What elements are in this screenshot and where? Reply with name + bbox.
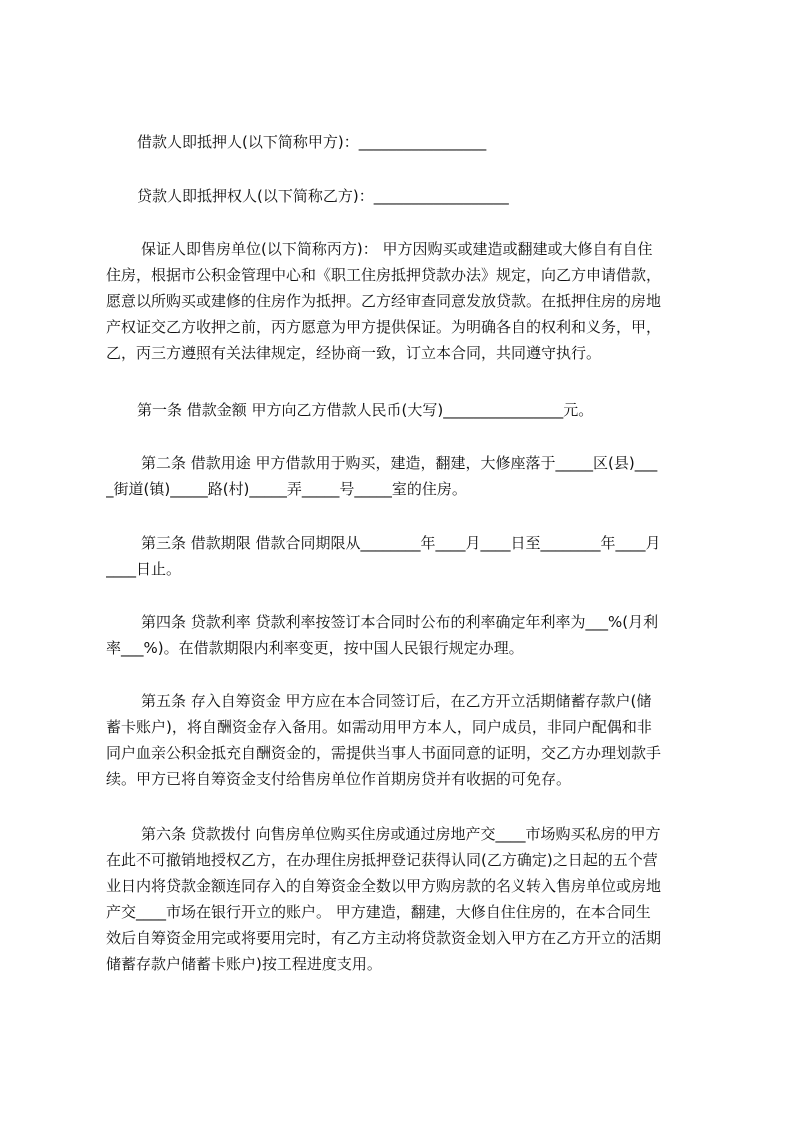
article-4-line — [106, 636, 702, 660]
guarantor-line — [141, 237, 701, 261]
article-5-line — [141, 689, 701, 713]
article-6-text-3: 业日内将贷款金额连同存入的自筹资金全数以甲方购房款的名义转入售房单位或房地 — [106, 877, 662, 895]
article-2-line — [141, 451, 701, 475]
article-6-text-6: 储蓄存款户储蓄卡账户)按工程进度支用。 — [106, 955, 382, 973]
article-1-text: 第一条 借款金额 甲方向乙方借款人民币(大写)________________元。 — [137, 401, 594, 419]
article-6-text-1: 第六条 贷款拨付 向售房单位购买住房或通过房地产交____市场购买私房的甲方 — [141, 825, 661, 843]
article-6-text-2: 在此不可撤销地授权乙方，在办理住房抵押登记获得认同(乙方确定)之日起的五个营 — [106, 851, 658, 869]
guarantor-text-2: 住房，根据市公积金管理中心和《职工住房抵押贷款办法》规定，向乙方申请借款， — [106, 266, 662, 284]
guarantor-line — [106, 315, 702, 339]
article-5-line — [106, 741, 702, 765]
article-6-line — [106, 952, 702, 976]
article-3-text-1: 第三条 借款期限 借款合同期限从________年____月____日至________年____月 — [141, 534, 661, 552]
guarantor-line — [106, 289, 702, 313]
article-2-text-1: 第二条 借款用途 甲方借款用于购买，建造，翻建，大修座落于_____区(县)___ — [141, 454, 658, 472]
article-5-text-1: 第五条 存入自筹资金 甲方应在本合同签订后，在乙方开立活期储蓄存款户(储 — [141, 692, 652, 710]
article-3-line — [106, 557, 702, 581]
article-4-line — [141, 610, 701, 634]
article-6-line — [106, 848, 702, 872]
article-6-text-5: 效后自筹资金用完或将要用完时，有乙方主动将贷款资金划入甲方在乙方开立的活期 — [106, 929, 662, 947]
article-3-line — [141, 531, 701, 555]
guarantor-text-5: 乙，丙三方遵照有关法律规定，经协商一致，订立本合同，共同遵守执行。 — [106, 344, 602, 362]
borrower-line — [137, 130, 697, 154]
guarantor-text-4: 产权证交乙方收押之前，丙方愿意为甲方提供保证。为明确各自的权利和义务，甲， — [106, 318, 662, 336]
guarantor-line — [106, 341, 702, 365]
article-4-text-1: 第四条 贷款利率 贷款利率按签订本合同时公布的利率确定年利率为___%(月利 — [141, 613, 659, 631]
article-6-line — [106, 926, 702, 950]
article-5-line — [106, 715, 702, 739]
lender-text: 贷款人即抵押权人(以下简称乙方)：__________________ — [137, 187, 509, 205]
article-2-text-2: _街道(镇)_____路(村)_____弄_____号_____室的住房。 — [106, 480, 467, 498]
article-5-text-3: 同户血亲公积金抵充自酬资金的，需提供当事人书面同意的证明，交乙方办理划款手 — [106, 744, 662, 762]
article-3-text-2: ____日止。 — [106, 560, 182, 578]
article-4-text-2: 率___%)。在借款期限内利率变更，按中国人民银行规定办理。 — [106, 639, 524, 657]
borrower-text: 借款人即抵押人(以下简称甲方)：_________________ — [137, 133, 487, 151]
article-5-text-4: 续。甲方已将自筹资金支付给售房单位作首期房贷并有收据的可免存。 — [106, 770, 572, 788]
article-5-line — [106, 767, 702, 791]
article-6-line — [141, 822, 701, 846]
article-6-line — [106, 900, 702, 924]
article-5-text-2: 蓄卡账户)，将自酬资金存入备用。如需动用甲方本人，同户成员，非同户配偶和非 — [106, 718, 652, 736]
lender-line — [137, 184, 697, 208]
guarantor-text-3: 愿意以所购买或建修的住房作为抵押。乙方经审查同意发放贷款。在抵押住房的房地 — [106, 292, 662, 310]
guarantor-text-1: 保证人即售房单位(以下简称丙方)： 甲方因购买或建造或翻建或大修自有自住 — [141, 240, 653, 258]
article-1-line — [137, 398, 697, 422]
article-6-text-4: 产交____市场在银行开立的账户。 甲方建造，翻建，大修自住住房的，在本合同生 — [106, 903, 651, 921]
guarantor-line — [106, 263, 702, 287]
article-2-line — [106, 477, 702, 501]
article-6-line — [106, 874, 702, 898]
